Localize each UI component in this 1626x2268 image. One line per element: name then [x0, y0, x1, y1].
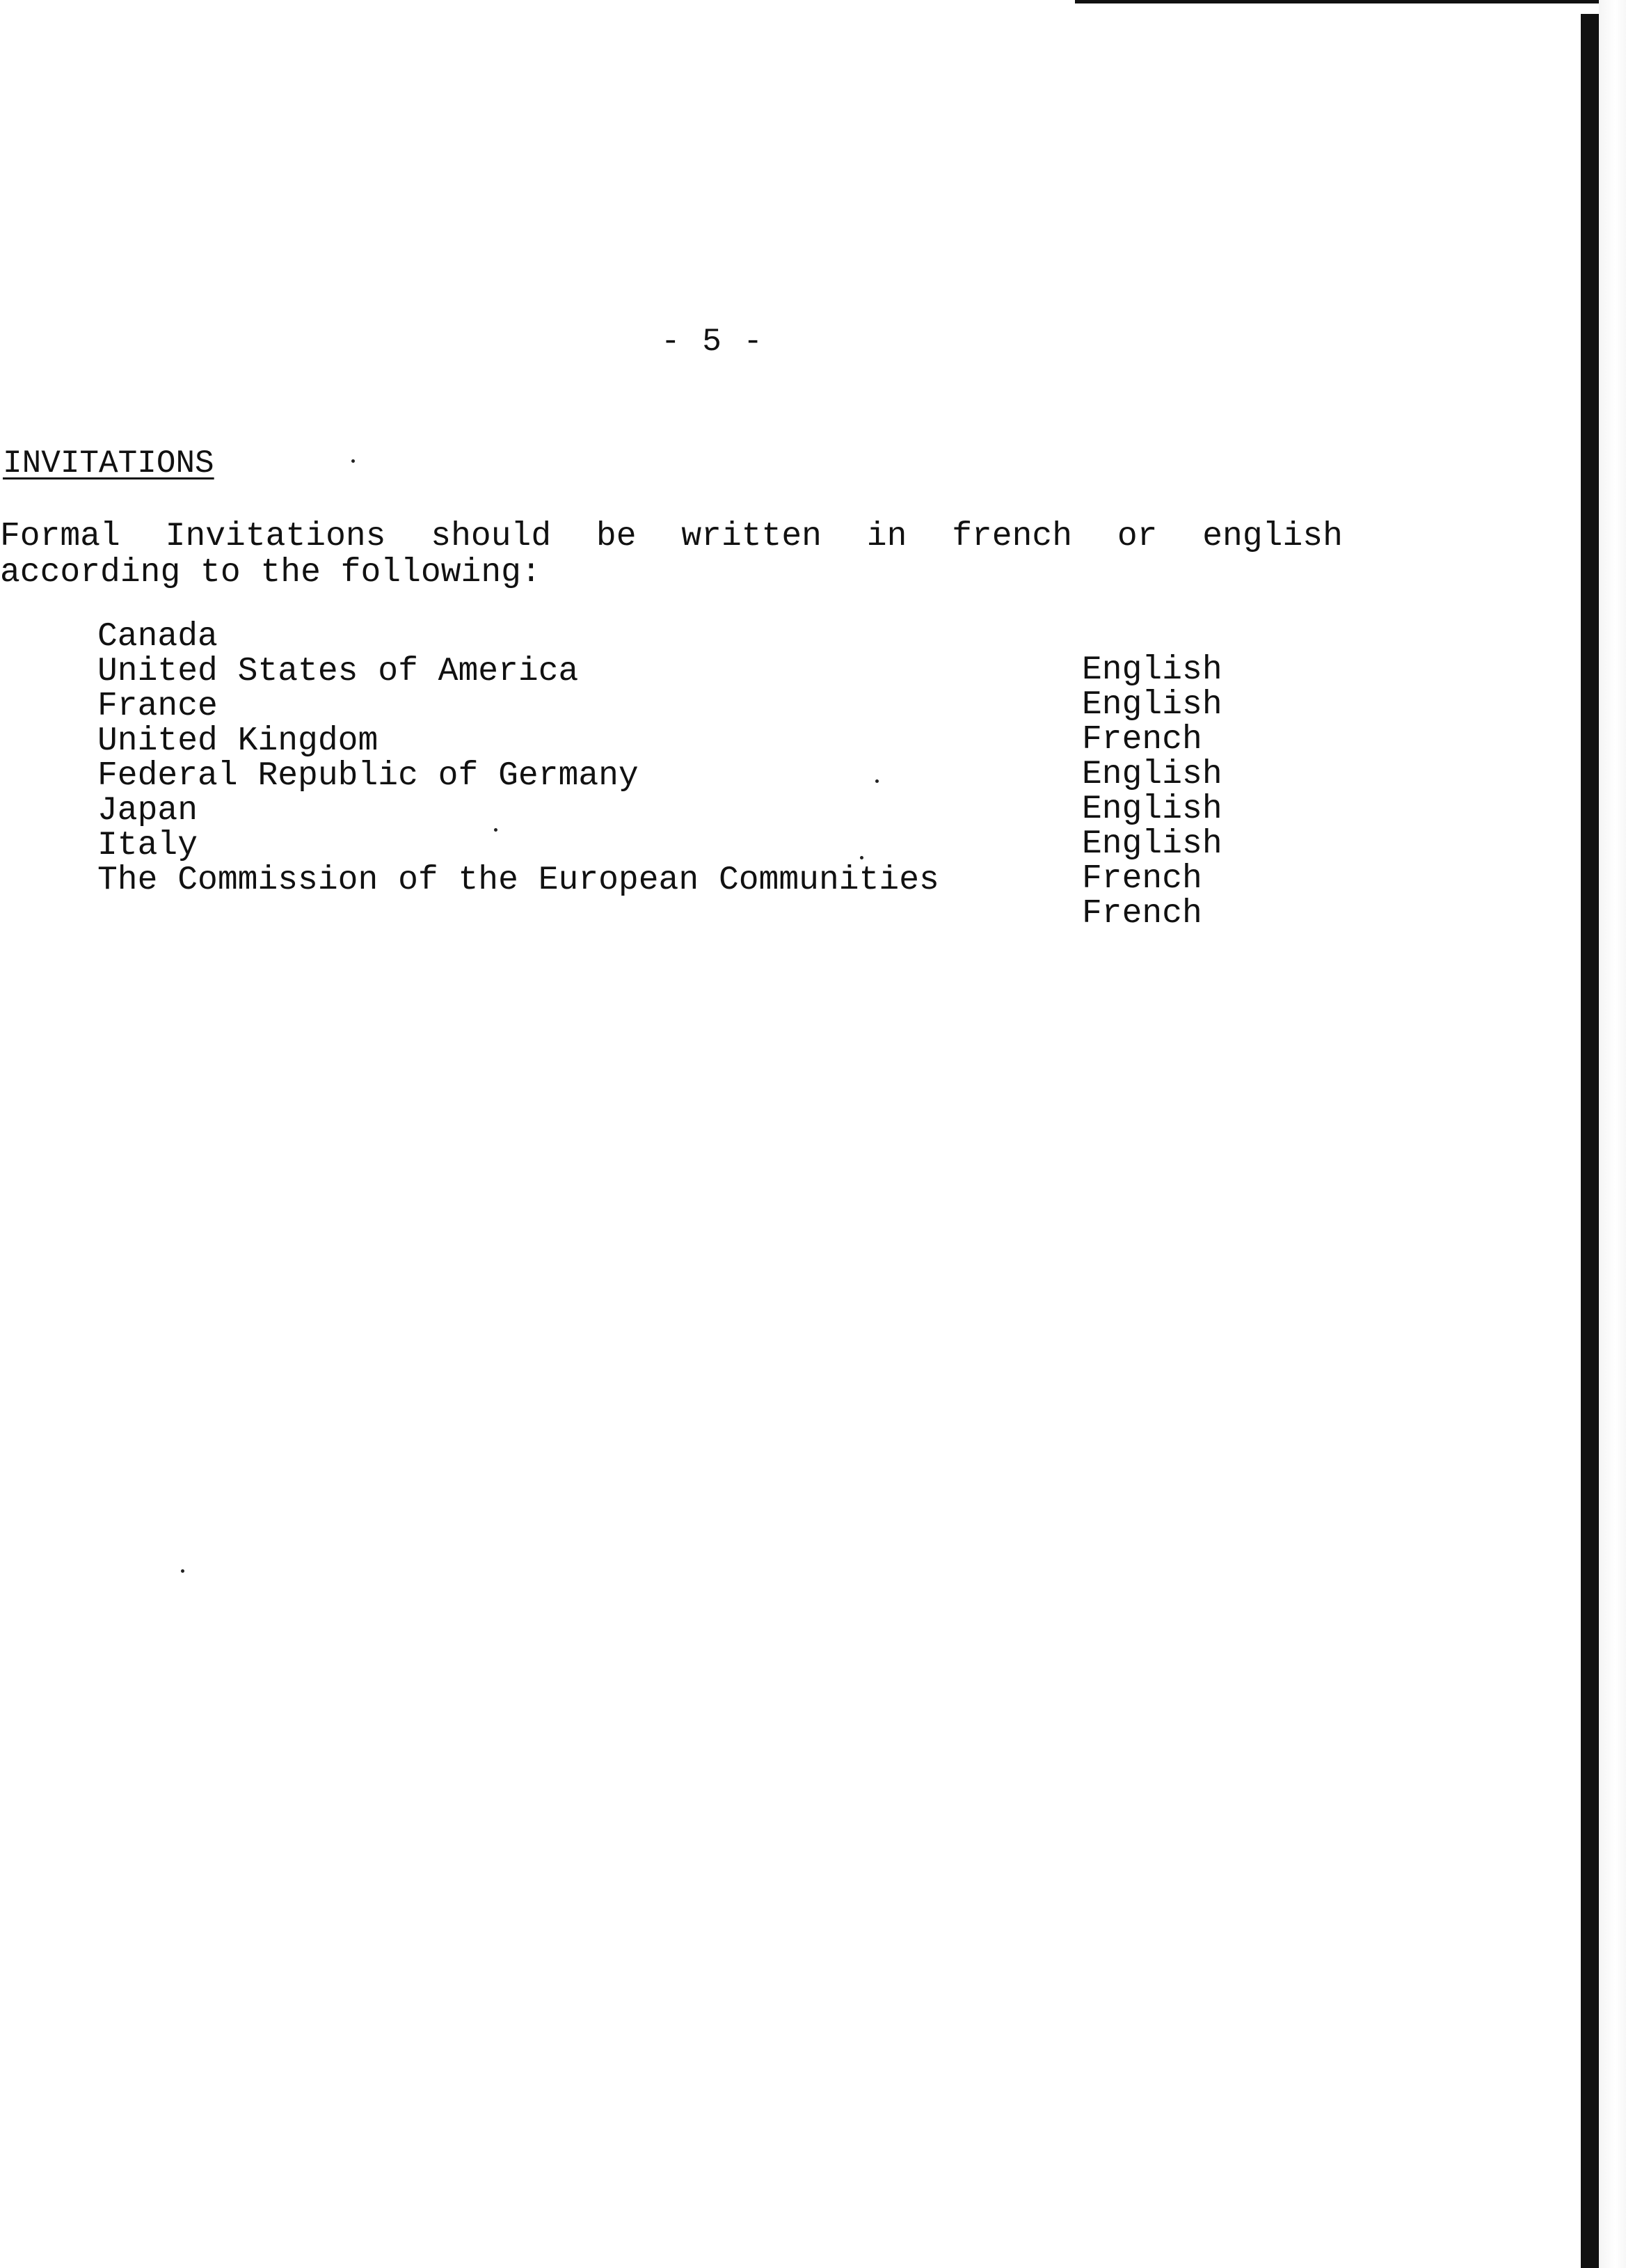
scan-speck — [875, 779, 879, 783]
intro-paragraph — [0, 518, 1447, 591]
language-name: English — [1082, 791, 1222, 828]
intro-line-1: Formal Invitations should be written in french or english — [0, 518, 1343, 555]
country-name: France — [97, 688, 218, 725]
language-name: English — [1082, 756, 1222, 793]
scan-top-edge — [1075, 0, 1600, 3]
scan-speck — [351, 459, 355, 463]
scan-speck — [494, 828, 497, 832]
country-name: Italy — [97, 827, 198, 864]
language-name: French — [1082, 895, 1202, 933]
country-name: United States of America — [97, 653, 579, 690]
country-name: Canada — [97, 618, 218, 656]
scan-speck — [181, 1569, 184, 1573]
country-column — [97, 619, 939, 898]
country-name: Japan — [97, 792, 198, 830]
language-name: English — [1082, 651, 1222, 689]
language-name: English — [1082, 686, 1222, 724]
page-number: - 5 - — [661, 324, 765, 360]
language-name: French — [1082, 860, 1202, 898]
country-name: The Commission of the European Communities — [97, 862, 939, 899]
scan-speck — [860, 856, 863, 859]
language-column — [1082, 653, 1222, 931]
country-name: Federal Republic of Germany — [97, 757, 639, 795]
language-name: French — [1082, 721, 1202, 759]
intro-line-2: according to the following: — [0, 554, 541, 592]
scan-binding-edge — [1581, 14, 1599, 2268]
country-name: United Kingdom — [97, 722, 378, 760]
language-name: English — [1082, 825, 1222, 863]
scan-right-margin — [1599, 0, 1626, 2268]
section-title: INVITATIONS — [3, 445, 214, 482]
